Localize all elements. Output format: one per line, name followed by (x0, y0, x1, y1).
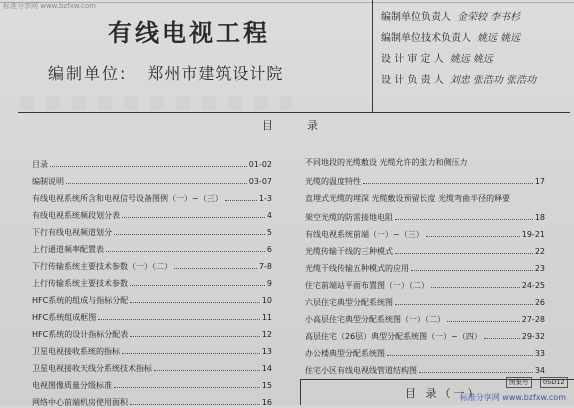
toc-entry[interactable] (305, 204, 545, 223)
dot-leader (154, 370, 260, 371)
toc-entry[interactable] (32, 272, 272, 289)
toc-entry[interactable] (32, 238, 272, 255)
toc-entry-page: 29-32 (521, 332, 545, 341)
toc-entry-title: 有线电视系统前端（一）~（三） (305, 230, 424, 239)
toc-entry[interactable] (32, 323, 272, 340)
toc-entry-page: 14 (261, 364, 272, 373)
dot-leader (66, 183, 247, 184)
toc-entry[interactable] (32, 187, 272, 204)
staff-row (381, 71, 571, 92)
staff-signature: 姚远 姚远 (449, 54, 493, 65)
toc-entry-page: 22 (534, 247, 545, 256)
toc-entry-page: 15 (261, 381, 272, 390)
atlas-number: 05D12 (540, 377, 568, 388)
toc-entry-title: 电视图像质量分级标准 (32, 381, 112, 390)
toc-entry-title: 网络中心前端机房使用面积 (32, 398, 128, 407)
toc-entry[interactable] (32, 221, 272, 238)
dot-leader (395, 219, 533, 220)
toc-entry-page: 19-21 (521, 230, 545, 239)
toc-entry-title: 卫星电视接收系统的指标 (32, 347, 120, 356)
dot-leader (419, 372, 533, 373)
toc-entry-title: 光缆干线传输五种模式的应用 (305, 264, 409, 273)
toc-entry-title: 六层住宅典型分配系统图 (305, 298, 393, 307)
toc-entry[interactable] (305, 153, 545, 168)
toc-entry-title: 有线电视系统所含和电视信号设备图例（一）~（三） (32, 194, 223, 203)
toc-entry[interactable] (305, 308, 545, 325)
toc-entry-page: 12 (261, 330, 272, 339)
title-block-left-rule (300, 379, 301, 405)
dot-leader (122, 353, 260, 354)
dot-leader (130, 302, 260, 303)
dot-leader (114, 387, 260, 388)
toc-entry-title: 住宅小区有线电视线管道结构图 (305, 366, 417, 375)
toc-entry-page: 4 (266, 211, 272, 220)
dot-leader (426, 236, 520, 237)
dot-leader (130, 336, 260, 337)
dot-leader (106, 251, 265, 252)
toc-entry-title: 高层住宅（26层）典型分配系统图（一）~（四） (305, 332, 482, 341)
staff-role: 设 计 负 责 人 (381, 75, 444, 86)
toc-entry-title: 上行传输系统主要技术参数 (32, 279, 128, 288)
compiling-unit (48, 61, 283, 84)
toc-entry-page: 9 (266, 279, 272, 288)
toc-entry-page: 5 (266, 228, 272, 237)
toc-entry-page: 17 (534, 177, 545, 186)
toc-entry-page: 18 (534, 213, 545, 222)
toc-entry-title: 架空光缆的防雷接地电阻 (305, 213, 393, 222)
staff-signature: 刘忠 张浩功 张浩功 (449, 75, 537, 86)
toc-entry[interactable] (32, 255, 272, 272)
staff-signature: 金荣较 李书杉 (457, 12, 521, 23)
toc-entry[interactable] (32, 153, 272, 170)
toc-right-column (305, 153, 545, 376)
toc-entry-page: 34 (534, 366, 545, 375)
dot-leader (114, 234, 265, 235)
toc-entry-page: 03-07 (248, 177, 272, 186)
toc-entry[interactable] (305, 223, 545, 240)
watermark-bottom: 标准分享网 www.bzfxw.com (459, 393, 566, 402)
staff-list (381, 8, 571, 92)
toc-entry-page: 24-25 (521, 281, 545, 290)
dot-leader (431, 287, 520, 288)
staff-signature: 姚远 姚远 (477, 33, 521, 44)
toc-entry-page: 27-28 (521, 315, 545, 324)
staff-row (381, 8, 571, 29)
staff-role: 设 计 审 定 人 (381, 54, 444, 65)
dot-leader (447, 321, 520, 322)
toc-entry-page: 6 (266, 245, 272, 254)
toc-entry-page: 01-02 (248, 160, 272, 169)
toc-entry-page: 7-8 (258, 262, 272, 271)
toc-entry-title: 小高层住宅典型分配系统图（一）（二） (305, 315, 445, 324)
toc-entry-title: 编制说明 (32, 177, 64, 186)
toc-entry-title: 不同地段的光缆敷设 光缆允许的张力和侧压力 (305, 158, 468, 167)
toc-entry[interactable] (305, 168, 545, 187)
dot-leader (411, 270, 533, 271)
header-rule (18, 112, 570, 113)
staff-row (381, 50, 571, 71)
toc-entry-page: 11 (261, 313, 272, 322)
toc-left-column (32, 153, 272, 408)
toc-entry-title: 住宅前端站平面布置图（一）（二） (305, 281, 429, 290)
toc-entry-title: 目录 (32, 160, 48, 169)
toc-entry[interactable] (32, 204, 272, 221)
toc-entry-title: HFC系统组成框图 (32, 313, 97, 322)
header-divider (372, 0, 373, 112)
toc-entry[interactable] (32, 289, 272, 306)
toc-entry[interactable] (32, 374, 272, 391)
dot-leader (387, 355, 533, 356)
toc-entry-title: 光缆的温度特性 (305, 177, 361, 186)
toc-entry-page: 10 (261, 296, 272, 305)
toc-entry-title: 光缆传输干线的三种模式 (305, 247, 393, 256)
toc-heading-right: 录 (307, 119, 318, 132)
toc-entry-page: 16 (261, 398, 272, 407)
toc-entry-title: HFC系统的设计指标分配表 (32, 330, 129, 339)
toc-entry-title: 直埋式光缆的埋深 光缆敷设预留长度 光缆弯曲半径的释要 (305, 194, 511, 203)
dot-leader (98, 319, 260, 320)
toc-entry[interactable] (305, 359, 545, 376)
toc-entry[interactable] (305, 187, 545, 204)
toc-entry-title: 有线电视系统频段划分表 (32, 211, 120, 220)
dot-leader (50, 166, 247, 167)
dot-leader (395, 304, 533, 305)
dot-leader (363, 183, 533, 184)
toc-entry-page: 23 (534, 264, 545, 273)
toc-entry[interactable] (32, 340, 272, 357)
dot-leader (225, 200, 257, 201)
dot-leader (130, 285, 265, 286)
toc-entry-title: HFC系统的组成与指标分配 (32, 296, 129, 305)
toc-heading-left: 目 (262, 119, 273, 132)
toc-entry-page: 13 (261, 347, 272, 356)
toc-entry[interactable] (32, 170, 272, 187)
toc-entry[interactable] (305, 325, 545, 342)
staff-role: 编制单位技术负责人 (381, 33, 471, 44)
toc-entry[interactable] (32, 391, 272, 408)
sheet-title: 目 录（一） (405, 387, 482, 400)
toc-entry-page: 33 (534, 349, 545, 358)
toc-entry[interactable] (32, 306, 272, 323)
toc-entry-title: 下行传输系统主要技术参数（一）（二） (32, 262, 172, 271)
toc-entry-title: 下行有线电视频道划分 (32, 228, 112, 237)
staff-row (381, 29, 571, 50)
compiling-unit-label: 编制单位: (48, 64, 128, 83)
dot-leader (122, 217, 265, 218)
toc-entry-title: 上行通道频率配置表 (32, 245, 104, 254)
toc-entry-title: 卫星电视接收天线分系统技术指标 (32, 364, 152, 373)
watermark-top: 标准分享网 www.bzfxw.com (3, 2, 96, 10)
toc-entry[interactable] (32, 357, 272, 374)
dot-leader (174, 268, 257, 269)
toc-entry[interactable] (305, 257, 545, 274)
toc-entry[interactable] (305, 291, 545, 308)
dot-leader (484, 338, 520, 339)
page-title: 有线电视工程 (108, 18, 270, 47)
toc-entry-page: 1-3 (258, 194, 272, 203)
toc-entry[interactable] (305, 274, 545, 291)
staff-role: 编制单位负责人 (381, 12, 451, 23)
title-block-top-rule (300, 379, 574, 380)
bleed-through-texture (20, 96, 292, 110)
compiling-unit-name: 郑州市建筑设计院 (147, 64, 284, 83)
top-rule (0, 2, 574, 3)
atlas-label: 图集号 (506, 377, 532, 388)
toc-entry[interactable] (305, 240, 545, 257)
dot-leader (395, 253, 533, 254)
toc-entry-title: 办公楼典型分配系统图 (305, 349, 385, 358)
toc-entry-page: 26 (534, 298, 545, 307)
toc-entry[interactable] (305, 342, 545, 359)
